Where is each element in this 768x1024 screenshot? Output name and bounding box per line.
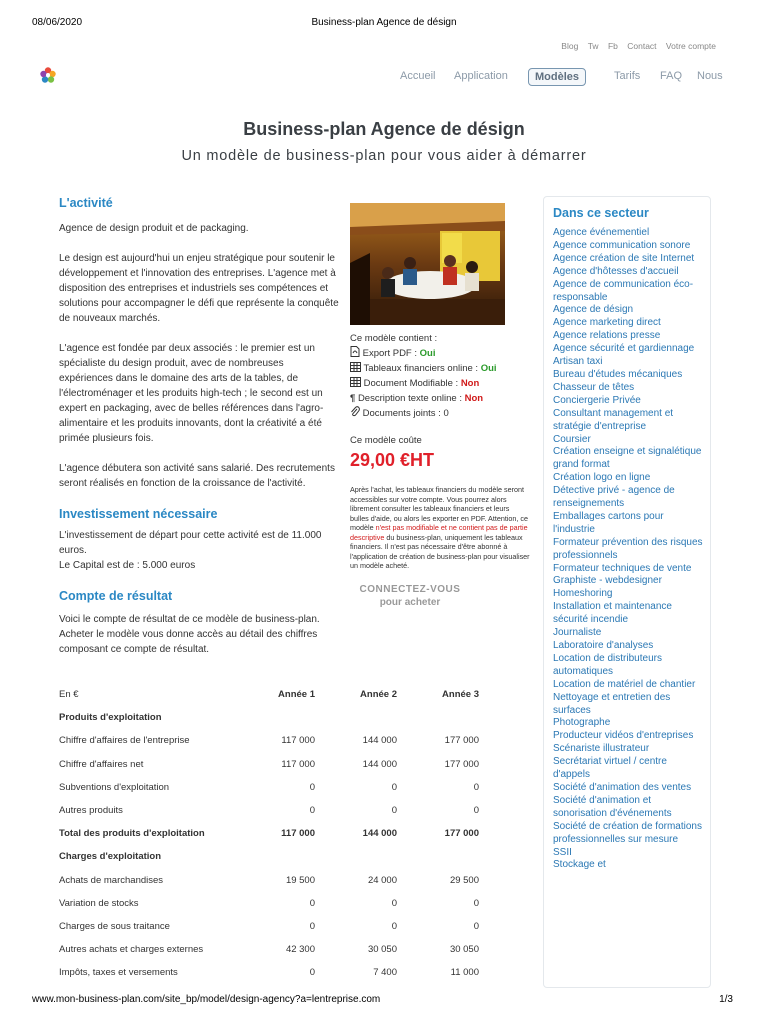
table-row — [59, 938, 479, 961]
row-value: 0 — [309, 781, 315, 793]
table-row — [59, 869, 479, 892]
row-value: 0 — [473, 920, 479, 932]
row-value: 30 050 — [449, 944, 479, 956]
table-icon — [350, 377, 361, 387]
row-value: 177 000 — [444, 758, 479, 770]
nav-nous[interactable]: Nous — [697, 70, 723, 82]
sector-link[interactable]: Création logo en ligne — [553, 472, 651, 484]
feature-value: Non — [464, 393, 484, 404]
capital-text: Le Capital est de : 5.000 euros — [59, 560, 196, 571]
row-value: 19 500 — [285, 874, 315, 886]
sector-link[interactable]: Producteur vidéos d'entreprises — [553, 730, 694, 742]
cout-label: Ce modèle coûte — [350, 435, 422, 446]
investissement-text: L'investissement de départ pour cette activité est de 11.000 euros. — [59, 530, 322, 556]
row-label: Impôts, taxes et versements — [59, 967, 178, 979]
row-value — [233, 845, 315, 868]
feature-value: Oui — [480, 363, 497, 374]
row-value — [315, 845, 397, 868]
sector-link[interactable]: Stockage et — [553, 859, 606, 871]
nav-tarifs[interactable]: Tarifs — [614, 70, 641, 82]
sector-sidebar — [543, 196, 711, 988]
nav-accueil[interactable]: Accueil — [400, 70, 436, 82]
table-row — [59, 799, 479, 822]
sector-link[interactable]: Coursier — [553, 433, 591, 445]
sector-link[interactable]: Agence de communication éco-responsable — [553, 278, 694, 303]
row-label: Subventions d'exploitation — [59, 781, 170, 793]
row-label: Autres produits — [59, 805, 123, 817]
row-value: 0 — [309, 920, 315, 932]
connect-label: CONNECTEZ-VOUS — [359, 583, 461, 595]
sector-link[interactable]: Agence d'hôtesses d'accueil — [553, 265, 679, 277]
feature-label: Export PDF : — [362, 348, 420, 359]
row-value: 117 000 — [281, 758, 315, 770]
sector-link[interactable]: Photographe — [553, 717, 611, 729]
print-page-number: 1/3 — [719, 994, 733, 1005]
row-value: 0 — [391, 920, 397, 932]
row-value: 0 — [473, 897, 479, 909]
row-value: 177 000 — [444, 735, 479, 747]
column-header: Année 3 — [442, 689, 479, 701]
feature-value: Non — [460, 378, 480, 389]
connect-button[interactable] — [350, 583, 470, 609]
row-value: 144 000 — [362, 735, 397, 747]
sector-link[interactable]: Consultant management et stratégie d'entreprise — [553, 407, 674, 432]
activite-paragraph: L'agence est fondée par deux associés : le premier est un spécialiste du design produit, avec de nombreuses expériences dans le domaine des arts de la tables, de l'électroménager et les produits high-tech ; le second est un expert en packaging, avec de belles références dans l'agro-alimentaire et les produits innovants, dont la créativité a été primée plusieurs fois. — [59, 343, 324, 444]
toplink-twitter[interactable]: Tw — [587, 41, 599, 51]
sector-link[interactable]: Société de création de formations professionnelles sur mesure — [553, 820, 702, 845]
purchase-note-text: du business-plan, uniquement les tableaux financiers. Il n'est pas nécessaire d'être abonné à l'application de création de business-plan pour visualiser un modèle acheté. — [350, 532, 530, 570]
row-value: 42 300 — [285, 944, 315, 956]
sector-link[interactable]: Formateur techniques de vente — [553, 562, 692, 574]
row-label: Chiffre d'affaires de l'entreprise — [59, 735, 190, 747]
sector-link[interactable]: Chasseur de têtes — [553, 381, 635, 393]
activite-paragraph: L'agence débutera son activité sans salarié. Des recrutements seront réalisés en fonction de la croissance de l'activité. — [59, 463, 335, 489]
print-title: Business-plan Agence de désign — [311, 17, 457, 28]
compte-resultat-table — [59, 683, 479, 984]
sector-link[interactable]: Laboratoire d'analyses — [553, 640, 654, 651]
compte-heading: Compte de résultat — [59, 589, 173, 603]
row-label: Charges de sous traitance — [59, 920, 170, 932]
row-value: 29 500 — [449, 874, 479, 886]
main-content — [59, 196, 339, 657]
sector-link[interactable]: Installation et maintenance sécurité incendie — [553, 601, 672, 626]
price: 29,00 €HT — [350, 450, 435, 470]
toplink-blog[interactable]: Blog — [561, 41, 579, 51]
row-value: 117 000 — [281, 828, 315, 840]
row-value: 0 — [391, 805, 397, 817]
table-row — [59, 892, 479, 915]
print-date: 08/06/2020 — [32, 17, 83, 28]
sector-list — [553, 227, 703, 872]
purchase-warning: n'est pas modifiable et ne contient pas de partie descriptive — [350, 523, 528, 542]
row-label: Chiffre d'affaires net — [59, 758, 144, 770]
column-header: Année 2 — [360, 689, 397, 701]
table-row — [59, 776, 479, 799]
sector-link[interactable]: Journaliste — [553, 627, 602, 639]
nav-application[interactable]: Application — [454, 70, 508, 82]
row-value: 0 — [309, 897, 315, 909]
sector-link[interactable]: Artisan taxi — [553, 356, 603, 368]
sector-link[interactable]: Agence événementiel — [553, 227, 650, 238]
paragraph-icon: ¶ — [350, 393, 356, 404]
sector-link[interactable]: Emballages cartons pour l'industrie — [553, 510, 664, 535]
sidebar-heading: Dans ce secteur — [553, 206, 649, 220]
table-total-row — [59, 822, 479, 845]
row-value: 0 — [391, 897, 397, 909]
sector-link[interactable]: Conciergerie Privée — [553, 394, 641, 406]
table-row — [59, 729, 479, 752]
table-icon — [350, 362, 361, 372]
sector-link[interactable]: Homeshoring — [553, 588, 613, 600]
row-value: 0 — [391, 781, 397, 793]
sector-link[interactable]: Secrétariat virtuel / centre d'appels — [553, 756, 667, 781]
row-value: 144 000 — [362, 828, 397, 840]
feature-label: Documents joints : — [362, 408, 444, 419]
feature-tableaux — [350, 361, 530, 376]
row-value: 117 000 — [281, 735, 315, 747]
sector-link[interactable]: Agence communication sonore — [553, 239, 691, 251]
sector-link[interactable]: Bureau d'études mécaniques — [553, 368, 683, 380]
table-section-row — [59, 845, 479, 868]
nav-faq[interactable]: FAQ — [660, 70, 683, 82]
feature-description — [350, 391, 530, 406]
column-header: Année 1 — [278, 689, 315, 701]
row-value: 0 — [309, 805, 315, 817]
nav-modeles[interactable]: Modèles — [528, 68, 586, 86]
sector-link[interactable]: Agence relations presse — [553, 330, 661, 342]
row-value: 144 000 — [362, 758, 397, 770]
purchase-note-text: Après l'achat, les tableaux financiers du modèle seront accessibles sur votre compte. Vous pourrez alors librement consulter les tableaux financiers et leurs bulles d'aide, ou alors les exporter en PDF. — [350, 485, 524, 523]
row-value: 11 000 — [450, 967, 479, 979]
connect-sublabel: pour acheter — [379, 596, 441, 608]
feature-documents — [350, 406, 530, 421]
feature-label: Tableaux financiers online : — [363, 363, 481, 374]
feature-pdf — [350, 346, 530, 361]
activite-heading: L'activité — [59, 196, 113, 210]
feature-modifiable — [350, 376, 530, 391]
row-label: Total des produits d'exploitation — [59, 828, 205, 840]
table-section-row — [59, 706, 479, 729]
table-body — [59, 706, 479, 984]
print-url: www.mon-business-plan.com/site_bp/model/design-agency?a=lentreprise.com — [32, 994, 381, 1005]
sector-link[interactable]: Société d'animation des ventes — [553, 781, 692, 793]
row-value: 24 000 — [367, 874, 397, 886]
table-row — [59, 961, 479, 984]
row-label: Autres achats et charges externes — [59, 944, 204, 956]
row-value: 30 050 — [367, 944, 397, 956]
toplink-contact[interactable]: Contact — [627, 41, 657, 51]
sector-link[interactable]: SSII — [553, 846, 572, 858]
sector-link[interactable]: Création enseigne et signalétique grand format — [553, 446, 702, 471]
row-label: Charges d'exploitation — [59, 851, 162, 863]
purchase-note — [350, 485, 530, 571]
feature-value: Oui — [419, 348, 436, 359]
sector-link[interactable]: Agence création de site Internet — [553, 252, 695, 264]
sector-link[interactable]: Graphiste - webdesigner — [553, 575, 662, 587]
page-subtitle: Un modèle de business-plan pour vous aider à démarrer — [181, 148, 587, 164]
sector-link[interactable]: Location de distributeurs automatiques — [553, 652, 662, 677]
feature-value: 0 — [443, 408, 449, 419]
row-value: 0 — [473, 781, 479, 793]
model-panel — [350, 203, 530, 609]
sector-link[interactable]: Agence marketing direct — [553, 317, 661, 329]
pdf-icon — [350, 346, 360, 357]
site-logo-icon[interactable] — [39, 66, 57, 84]
row-label: Variation de stocks — [59, 897, 139, 909]
row-value — [233, 706, 315, 729]
office-photo — [350, 203, 505, 325]
activite-paragraph: Agence de design produit et de packaging. — [59, 223, 249, 234]
sector-link[interactable]: Formateur prévention des risques professionnels — [553, 536, 703, 561]
activite-paragraph: Le design est aujourd'hui un enjeu stratégique pour soutenir le développement et l'innovation des entreprises. L'agence met à disposition des entreprises et industriels ses compétences et solutions pour accompagner le défi que représente la conquête de nouveaux marchés. — [59, 253, 339, 324]
feature-label: Description texte online : — [357, 393, 465, 404]
sector-link[interactable]: Agence sécurité et gardiennage — [553, 343, 695, 355]
sector-link[interactable]: Location de matériel de chantier — [553, 678, 696, 690]
table-header-row — [59, 683, 479, 706]
row-value: 0 — [309, 967, 315, 979]
row-label: Achats de marchandises — [59, 874, 164, 886]
toplink-account[interactable]: Votre compte — [665, 41, 716, 51]
investissement-heading: Investissement nécessaire — [59, 507, 218, 521]
top-links — [554, 41, 716, 51]
row-label: Produits d'exploitation — [59, 712, 162, 724]
row-value — [397, 845, 479, 868]
sector-link[interactable]: Détective privé - agence de renseignements — [553, 485, 675, 510]
purchase-note-text: Attention, ce modèle — [350, 513, 528, 532]
row-value — [397, 706, 479, 729]
row-value — [315, 706, 397, 729]
column-header: En € — [59, 689, 79, 701]
sector-link[interactable]: Scénariste illustrateur — [553, 743, 650, 755]
row-value: 7 400 — [373, 967, 397, 979]
paperclip-icon — [350, 406, 360, 417]
table-row — [59, 753, 479, 776]
sector-link[interactable]: Agence de désign — [553, 304, 634, 316]
page-title: Business-plan Agence de désign — [243, 119, 525, 139]
row-value: 0 — [473, 805, 479, 817]
toplink-facebook[interactable]: Fb — [607, 41, 618, 51]
table-row — [59, 915, 479, 938]
feature-label: Document Modifiable : — [363, 378, 461, 389]
row-value: 177 000 — [444, 828, 479, 840]
sector-link[interactable]: Société d'animation et sonorisation d'événements — [553, 794, 672, 819]
compte-intro: Voici le compte de résultat de ce modèle de business-plan. Acheter le modèle vous donne accès au détail des chiffres composant ce compte de résultat. — [59, 614, 320, 655]
model-contient-label: Ce modèle contient : — [350, 333, 438, 344]
sector-link[interactable]: Nettoyage et entretien des surfaces — [553, 691, 671, 716]
